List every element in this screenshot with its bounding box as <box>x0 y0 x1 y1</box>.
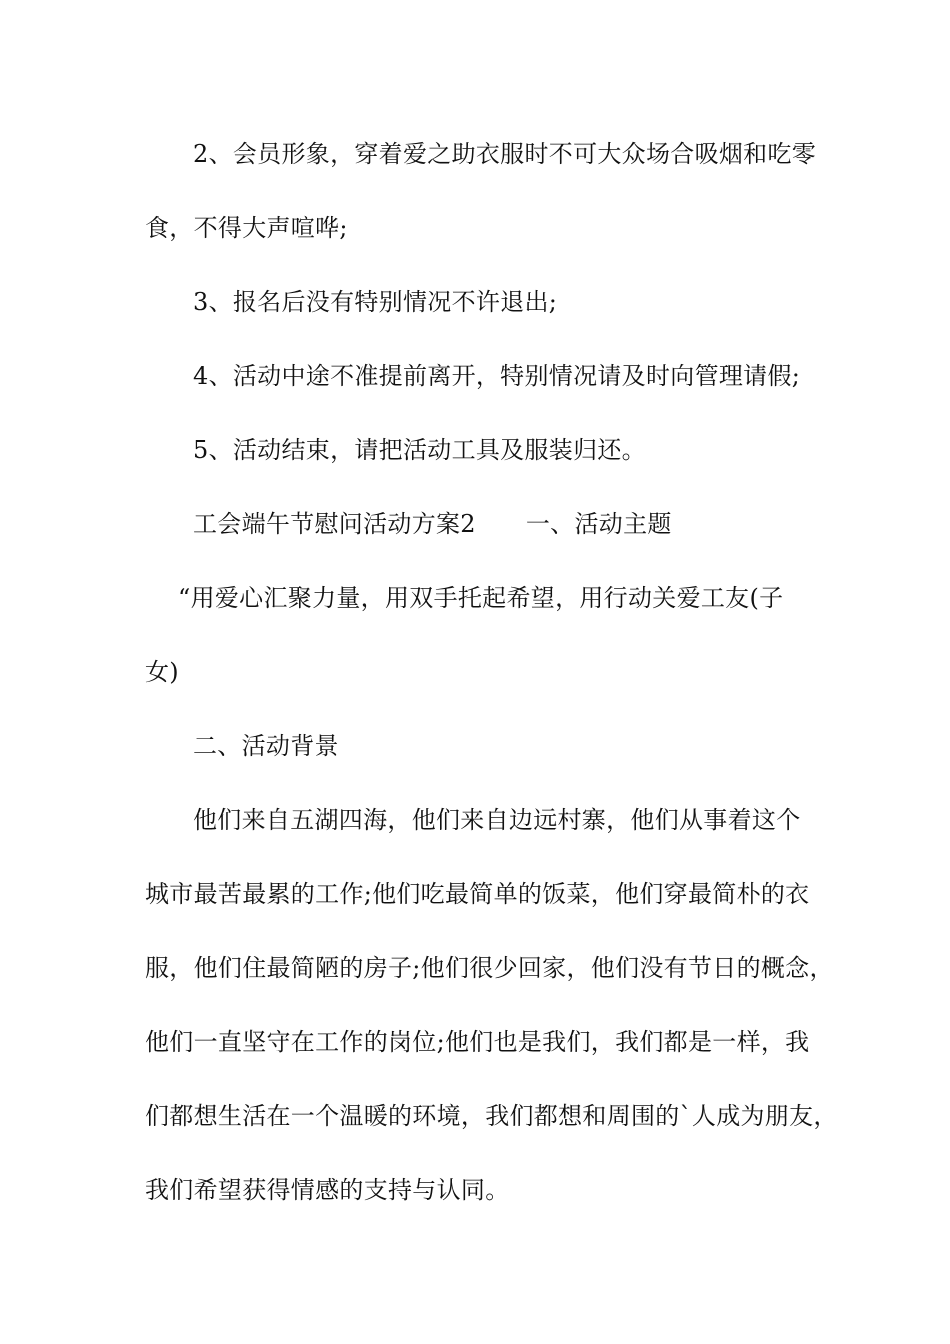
plan-title: 工会端午节慰问活动方案2 <box>193 510 476 538</box>
background-paragraph-line-4: 他们一直坚守在工作的岗位;他们也是我们，我们都是一样，我 <box>145 1028 810 1056</box>
plan-title-line <box>193 504 883 544</box>
rule-item-5: 5、活动结束，请把活动工具及服装归还。 <box>193 436 646 464</box>
rule-item-4: 4、活动中途不准提前离开，特别情况请及时向管理请假; <box>193 362 801 390</box>
background-paragraph-line-2: 城市最苦最累的工作;他们吃最简单的饭菜，他们穿最简朴的衣 <box>145 880 810 908</box>
background-paragraph-line-5: 们都想生活在一个温暖的环境，我们都想和周围的`人成为朋友， <box>145 1102 838 1130</box>
background-paragraph-line-1: 他们来自五湖四海，他们来自边远村寨，他们从事着这个 <box>193 806 801 834</box>
section-heading-theme: 一、活动主题 <box>525 510 672 538</box>
theme-quote-line-2: 女) <box>145 658 179 686</box>
section-heading-background: 二、活动背景 <box>193 732 339 760</box>
background-paragraph-line-6: 我们希望获得情感的支持与认同。 <box>145 1176 510 1204</box>
rule-item-3: 3、报名后没有特别情况不许退出; <box>193 288 558 316</box>
rule-item-2-line-2: 食，不得大声喧哗; <box>145 214 348 242</box>
theme-quote-line-1: “用爱心汇聚力量，用双手托起希望，用行动关爱工友(子 <box>178 584 784 612</box>
rule-item-2-line-1: 2、会员形象，穿着爱之助衣服时不可大众场合吸烟和吃零 <box>193 140 817 168</box>
background-paragraph-line-3: 服，他们住最简陋的房子;他们很少回家，他们没有节日的概念， <box>145 954 834 982</box>
